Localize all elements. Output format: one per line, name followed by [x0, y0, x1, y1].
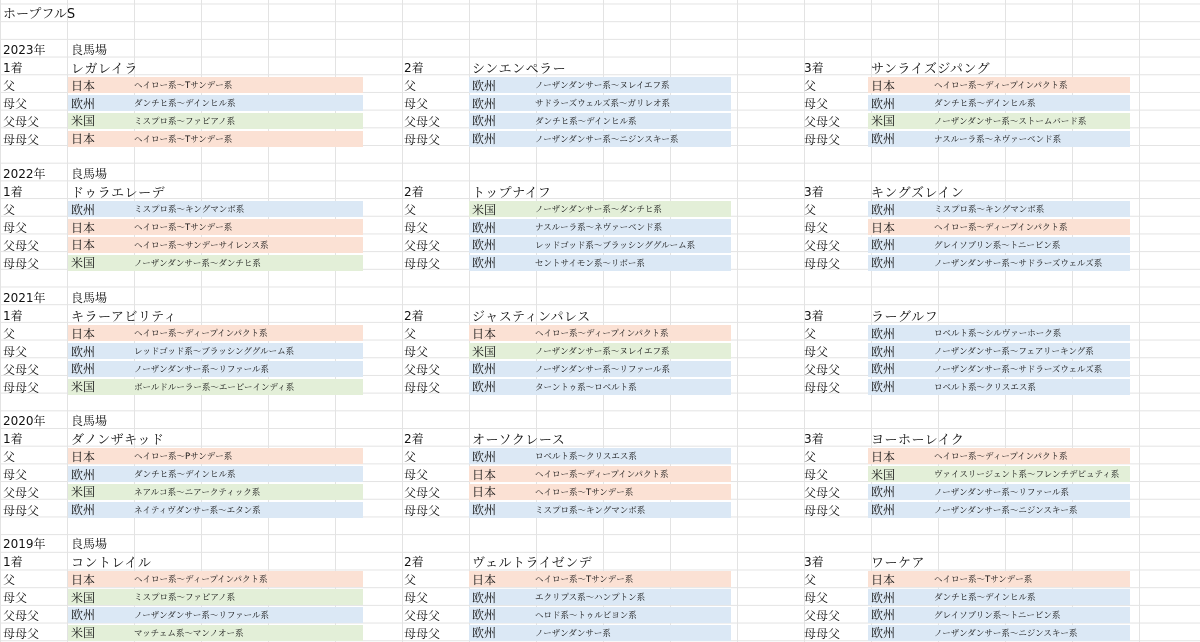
region-label: 米国 [71, 114, 96, 129]
region-label: 日本 [71, 238, 96, 253]
pedigree-cell [68, 201, 363, 217]
place-label: 1着 [3, 184, 23, 199]
track-condition: 良馬場 [71, 43, 108, 57]
pedigree-cell [868, 237, 1130, 253]
pedigree-cell [868, 589, 1130, 605]
horse-name: シンエンペラー [472, 61, 567, 77]
sire-line: ノーザンダンサー系～サドラーズウェルズ系 [934, 258, 1103, 269]
region-label: 日本 [71, 449, 96, 464]
year-label: 2019年 [3, 537, 46, 551]
region-label: 欧州 [472, 380, 497, 394]
place-label: 1着 [3, 308, 23, 323]
sire-line: ヘイロー系～ディープインパクト系 [934, 81, 1068, 92]
region-label: 欧州 [871, 380, 896, 394]
pedigree-cell [868, 448, 1130, 464]
region-label: 欧州 [871, 503, 896, 517]
region-label: 欧州 [71, 96, 96, 111]
sire-line: エクリプス系～ハンプトン系 [535, 593, 646, 604]
pedigree-cell [868, 131, 1130, 147]
region-label: 欧州 [472, 608, 497, 623]
region-label: 欧州 [871, 96, 896, 111]
pedigree-label: 父母父 [3, 114, 40, 129]
pedigree-cell [68, 379, 363, 395]
region-label: 欧州 [71, 344, 96, 359]
region-label: 日本 [871, 572, 896, 587]
pedigree-cell [469, 255, 731, 271]
sire-line: ノーザンダンサー系～ダンチヒ系 [535, 205, 662, 216]
pedigree-label: 父 [3, 327, 16, 342]
pedigree-label: 母母父 [404, 503, 441, 518]
track-condition: 良馬場 [71, 291, 108, 305]
region-label: 米国 [71, 485, 96, 500]
region-label: 日本 [472, 467, 497, 482]
place-label: 3着 [804, 60, 824, 75]
region-label: 米国 [871, 467, 896, 482]
sire-line: ヘイロー系～Tサンデー系 [134, 223, 233, 234]
pedigree-label: 父母父 [804, 362, 841, 377]
pedigree-label: 母母父 [404, 132, 441, 147]
pedigree-cell [68, 219, 363, 235]
pedigree-cell [469, 77, 731, 93]
pedigree-label: 父母父 [804, 485, 841, 500]
pedigree-cell [868, 201, 1130, 217]
year-label: 2023年 [3, 43, 46, 57]
pedigree-cell [469, 502, 731, 518]
region-label: 欧州 [472, 78, 497, 93]
pedigree-label: 母父 [804, 345, 829, 360]
pedigree-cell [469, 571, 731, 587]
place-label: 3着 [804, 184, 824, 199]
region-label: 米国 [871, 114, 896, 129]
pedigree-cell [68, 325, 363, 341]
sire-line: サドラーズウェルズ系～ガリレオ系 [535, 99, 670, 110]
pedigree-label: 父母父 [404, 608, 441, 623]
pedigree-label: 父母父 [404, 238, 441, 253]
sire-line: ヴァイスリージェント系～フレンチデピュティ系 [934, 470, 1120, 481]
region-label: 欧州 [71, 202, 96, 217]
pedigree-cell [469, 113, 731, 129]
pedigree-label: 父母父 [804, 608, 841, 623]
pedigree-cell [469, 95, 731, 111]
horse-name: ジャスティンパレス [472, 309, 591, 325]
sire-line: ノーザンダンサー系～サドラーズウェルズ系 [934, 364, 1103, 375]
pedigree-label: 父母父 [3, 238, 40, 253]
sire-line: ロベルト系～シルヴァーホーク系 [934, 329, 1062, 340]
pedigree-label: 母父 [3, 221, 28, 236]
region-label: 日本 [871, 78, 896, 93]
sire-line: ノーザンダンサー系～ダンチヒ系 [134, 258, 261, 269]
pedigree-label: 父母父 [804, 114, 841, 129]
region-label: 欧州 [871, 238, 896, 253]
sire-line: ナスルーラ系～ネヴァーベンド系 [535, 223, 663, 234]
pedigree-cell [68, 589, 363, 605]
place-label: 2着 [404, 184, 424, 199]
pedigree-label: 母母父 [804, 256, 841, 271]
sire-line: レッドゴッド系～ブラッシンググルーム系 [134, 347, 295, 358]
sire-line: ノーザンダンサー系～ニジンスキー系 [535, 134, 679, 145]
pedigree-label: 母父 [3, 345, 28, 360]
horse-name: サンライズジパング [871, 61, 991, 77]
region-label: 欧州 [472, 590, 497, 605]
horse-name: キラーアビリティ [71, 309, 178, 325]
sire-line: ノーザンダンサー系～リファール系 [535, 364, 670, 375]
sire-line: ボールドルーラー系～エーピーインディ系 [134, 382, 295, 393]
sire-line: ノーザンダンサー系～ヌレイエフ系 [535, 347, 670, 358]
place-label: 1着 [3, 554, 23, 569]
region-label: 欧州 [472, 220, 497, 235]
pedigree-cell [469, 237, 731, 253]
pedigree-label: 父 [3, 450, 16, 465]
sire-line: ノーザンダンサー系 [535, 628, 611, 639]
region-label: 米国 [472, 344, 497, 359]
sire-line: ネアルコ系～ニアークティック系 [134, 487, 261, 498]
pedigree-label: 母母父 [404, 256, 441, 271]
sire-line: ヘイロー系～ディープインパクト系 [535, 329, 669, 340]
sire-line: グレイソブリン系～トニービン系 [934, 240, 1061, 251]
region-label: 日本 [472, 572, 497, 587]
pedigree-label: 父母父 [404, 485, 441, 500]
sire-line: ターントゥ系～ロベルト系 [535, 382, 637, 393]
pedigree-label: 父 [804, 450, 817, 465]
pedigree-label: 母父 [404, 591, 429, 606]
pedigree-label: 母父 [804, 591, 829, 606]
sire-line: ノーザンダンサー系～ニジンスキー系 [934, 505, 1078, 516]
sire-line: ヘイロー系～ディープインパクト系 [934, 223, 1068, 234]
pedigree-label: 父 [804, 203, 817, 218]
pedigree-cell [868, 113, 1130, 129]
pedigree-label: 母母父 [3, 256, 40, 271]
region-label: 欧州 [71, 608, 96, 623]
region-label: 米国 [71, 626, 96, 640]
pedigree-cell [68, 571, 363, 587]
pedigree-label: 母母父 [404, 626, 441, 641]
pedigree-cell [469, 484, 731, 500]
pedigree-label: 父 [3, 203, 16, 218]
pedigree-label: 母父 [404, 345, 429, 360]
sire-line: ヘイロー系～Tサンデー系 [134, 81, 233, 92]
sire-line: ヘイロー系～Tサンデー系 [535, 487, 634, 498]
pedigree-cell [469, 448, 731, 464]
sire-line: ヘイロー系～ディープインパクト系 [535, 470, 669, 481]
sire-line: ミスプロ系～キングマンボ系 [535, 505, 646, 516]
pedigree-label: 父 [804, 327, 817, 342]
sire-line: ノーザンダンサー系～フェアリーキング系 [934, 347, 1094, 358]
pedigree-label: 母母父 [3, 380, 40, 395]
region-label: 欧州 [71, 362, 96, 377]
sire-line: ヘイロー系～Pサンデー系 [134, 452, 233, 463]
pedigree-cell [469, 589, 731, 605]
pedigree-cell [868, 607, 1130, 623]
pedigree-label: 母父 [404, 221, 429, 236]
pedigree-label: 母母父 [3, 503, 40, 518]
pedigree-cell [68, 361, 363, 377]
sire-line: ダンチヒ系～デインヒル系 [934, 99, 1036, 110]
place-label: 3着 [804, 554, 824, 569]
pedigree-label: 父 [404, 203, 417, 218]
pedigree-cell [68, 343, 363, 359]
pedigree-label: 父母父 [404, 362, 441, 377]
pedigree-cell [68, 466, 363, 482]
sire-line: ノーザンダンサー系～リファール系 [134, 364, 269, 375]
place-label: 1着 [3, 431, 23, 446]
track-condition: 良馬場 [71, 414, 108, 428]
horse-name: レガレイラ [71, 61, 138, 77]
pedigree-cell [868, 361, 1130, 377]
sire-line: ノーザンダンサー系～ニジンスキー系 [934, 628, 1078, 639]
place-label: 1着 [3, 60, 23, 75]
pedigree-label: 父 [404, 327, 417, 342]
region-label: 欧州 [472, 238, 497, 253]
pedigree-cell [868, 502, 1130, 518]
pedigree-cell [68, 625, 363, 641]
pedigree-cell [469, 343, 731, 359]
pedigree-label: 父母父 [3, 362, 40, 377]
region-label: 欧州 [71, 467, 96, 482]
sire-line: ダンチヒ系～デインヒル系 [535, 116, 637, 127]
sire-line: ネイティヴダンサー系～エタン系 [134, 505, 261, 516]
sire-line: ミスプロ系～キングマンボ系 [134, 205, 245, 216]
pedigree-cell [868, 95, 1130, 111]
pedigree-cell [868, 571, 1130, 587]
region-label: 欧州 [871, 344, 896, 359]
region-label: 欧州 [71, 503, 96, 517]
pedigree-cell [68, 113, 363, 129]
region-label: 日本 [71, 220, 96, 235]
horse-name: ヴェルトライゼンデ [472, 555, 593, 571]
pedigree-cell [469, 625, 731, 641]
region-label: 欧州 [871, 326, 896, 341]
region-label: 欧州 [871, 485, 896, 500]
pedigree-label: 母父 [3, 468, 28, 483]
region-label: 欧州 [871, 590, 896, 605]
place-label: 3着 [804, 308, 824, 323]
pedigree-cell [68, 502, 363, 518]
region-label: 米国 [71, 256, 96, 270]
region-label: 欧州 [472, 256, 497, 270]
region-label: 日本 [71, 572, 96, 587]
pedigree-cell [469, 466, 731, 482]
pedigree-label: 父母父 [804, 238, 841, 253]
pedigree-label: 父 [804, 79, 817, 94]
sire-line: セントサイモン系～リボー系 [535, 258, 645, 269]
pedigree-label: 母母父 [3, 132, 40, 147]
region-label: 欧州 [871, 362, 896, 377]
pedigree-label: 母父 [804, 468, 829, 483]
sire-line: ダンチヒ系～デインヒル系 [934, 593, 1036, 604]
sheet-title: ホープフルS [3, 7, 76, 22]
pedigree-label: 父 [3, 79, 16, 94]
pedigree-cell [469, 131, 731, 147]
sire-line: ヘイロー系～Tサンデー系 [535, 575, 634, 586]
place-label: 3着 [804, 431, 824, 446]
pedigree-cell [68, 484, 363, 500]
horse-name: ダノンザキッド [71, 432, 165, 448]
horse-name: ワーケア [871, 555, 926, 571]
pedigree-cell [868, 379, 1130, 395]
place-label: 2着 [404, 308, 424, 323]
region-label: 欧州 [871, 256, 896, 270]
sire-line: ヘイロー系～Tサンデー系 [134, 134, 233, 145]
horse-name: トップナイフ [472, 185, 552, 201]
sire-line: ヘイロー系～ディープインパクト系 [934, 452, 1068, 463]
pedigree-label: 母母父 [804, 380, 841, 395]
place-label: 2着 [404, 60, 424, 75]
pedigree-cell [868, 255, 1130, 271]
pedigree-label: 父 [3, 573, 16, 588]
region-label: 欧州 [472, 449, 497, 464]
sire-line: マッチェム系～マンノオー系 [134, 628, 244, 639]
place-label: 2着 [404, 554, 424, 569]
pedigree-cell [469, 325, 731, 341]
horse-name: コントレイル [71, 555, 152, 571]
sire-line: ヘイロー系～ディープインパクト系 [134, 575, 268, 586]
pedigree-label: 母父 [404, 97, 429, 112]
pedigree-label: 父母父 [3, 608, 40, 623]
pedigree-label: 母母父 [804, 132, 841, 147]
pedigree-cell [868, 219, 1130, 235]
pedigree-label: 父 [404, 79, 417, 94]
horse-name: ラーグルフ [871, 309, 939, 325]
year-label: 2022年 [3, 167, 46, 181]
pedigree-label: 父母父 [404, 114, 441, 129]
sire-line: ヘイロー系～ディープインパクト系 [134, 329, 268, 340]
pedigree-label: 父 [404, 573, 417, 588]
place-label: 2着 [404, 431, 424, 446]
sire-line: ノーザンダンサー系～ストームバード系 [934, 116, 1087, 127]
pedigree-cell [469, 379, 731, 395]
sire-line: ノーザンダンサー系～リファール系 [134, 610, 269, 621]
region-label: 日本 [71, 326, 96, 341]
pedigree-label: 父母父 [3, 485, 40, 500]
region-label: 米国 [472, 202, 497, 217]
pedigree-cell [868, 484, 1130, 500]
region-label: 日本 [472, 485, 497, 500]
pedigree-cell [868, 343, 1130, 359]
region-label: 日本 [871, 449, 896, 464]
pedigree-cell [68, 237, 363, 253]
year-label: 2020年 [3, 414, 46, 428]
pedigree-cell [868, 325, 1130, 341]
region-label: 米国 [71, 380, 96, 394]
sire-line: グレイソブリン系～トニービン系 [934, 610, 1061, 621]
region-label: 欧州 [871, 608, 896, 623]
sire-line: ノーザンダンサー系～ヌレイエフ系 [535, 81, 670, 92]
region-label: 欧州 [472, 626, 497, 640]
sire-line: ヘイロー系～Tサンデー系 [934, 575, 1033, 586]
pedigree-label: 母母父 [804, 503, 841, 518]
region-label: 欧州 [472, 503, 497, 517]
pedigree-label: 母父 [804, 221, 829, 236]
sire-line: ダンチヒ系～デインヒル系 [134, 99, 236, 110]
horse-name: キングズレイン [871, 185, 965, 201]
horse-name: オーソクレース [472, 432, 566, 448]
pedigree-cell [68, 131, 363, 147]
pedigree-cell [469, 219, 731, 235]
pedigree-label: 父 [404, 450, 417, 465]
pedigree-cell [868, 625, 1130, 641]
pedigree-cell [68, 77, 363, 93]
sire-line: ロベルト系～クリスエス系 [535, 452, 637, 463]
region-label: 日本 [71, 132, 96, 146]
region-label: 米国 [71, 590, 96, 605]
sire-line: ダンチヒ系～デインヒル系 [134, 470, 236, 481]
pedigree-cell [68, 607, 363, 623]
track-condition: 良馬場 [71, 167, 108, 181]
pedigree-cell [469, 201, 731, 217]
pedigree-cell [868, 466, 1130, 482]
pedigree-label: 母父 [3, 97, 28, 112]
region-label: 日本 [871, 220, 896, 235]
region-label: 欧州 [472, 114, 497, 129]
sire-line: ヘロド系～トゥルビヨン系 [535, 610, 637, 621]
region-label: 欧州 [472, 362, 497, 377]
pedigree-label: 母父 [3, 591, 28, 606]
region-label: 日本 [71, 78, 96, 93]
pedigree-cell [68, 95, 363, 111]
region-label: 欧州 [871, 202, 896, 217]
sire-line: ロベルト系～クリスエス系 [934, 382, 1036, 393]
pedigree-cell [68, 255, 363, 271]
pedigree-label: 母父 [404, 468, 429, 483]
sire-line: レッドゴッド系～ブラッシンググルーム系 [535, 240, 696, 251]
sire-line: ヘイロー系～サンデーサイレンス系 [134, 240, 269, 251]
horse-name: ヨーホーレイク [871, 432, 965, 448]
year-label: 2021年 [3, 291, 46, 305]
region-label: 欧州 [472, 132, 497, 146]
pedigree-label: 母母父 [804, 626, 841, 641]
pedigree-label: 母母父 [404, 380, 441, 395]
sire-line: ミスプロ系～ファピアノ系 [134, 116, 236, 127]
pedigree-cell [68, 448, 363, 464]
region-label: 欧州 [871, 626, 896, 640]
pedigree-label: 母父 [804, 97, 829, 112]
pedigree-cell [469, 361, 731, 377]
pedigree-cell [868, 77, 1130, 93]
sire-line: ミスプロ系～キングマンボ系 [934, 205, 1045, 216]
sire-line: ノーザンダンサー系～リファール系 [934, 487, 1069, 498]
region-label: 日本 [472, 326, 497, 341]
pedigree-label: 父 [804, 573, 817, 588]
horse-name: ドゥラエレーデ [71, 185, 166, 201]
region-label: 欧州 [472, 96, 497, 111]
sire-line: ミスプロ系～ファピアノ系 [134, 593, 236, 604]
track-condition: 良馬場 [71, 537, 108, 551]
pedigree-label: 母母父 [3, 626, 40, 641]
pedigree-cell [469, 607, 731, 623]
region-label: 欧州 [871, 132, 896, 146]
sire-line: ナスルーラ系～ネヴァーベンド系 [934, 134, 1062, 145]
